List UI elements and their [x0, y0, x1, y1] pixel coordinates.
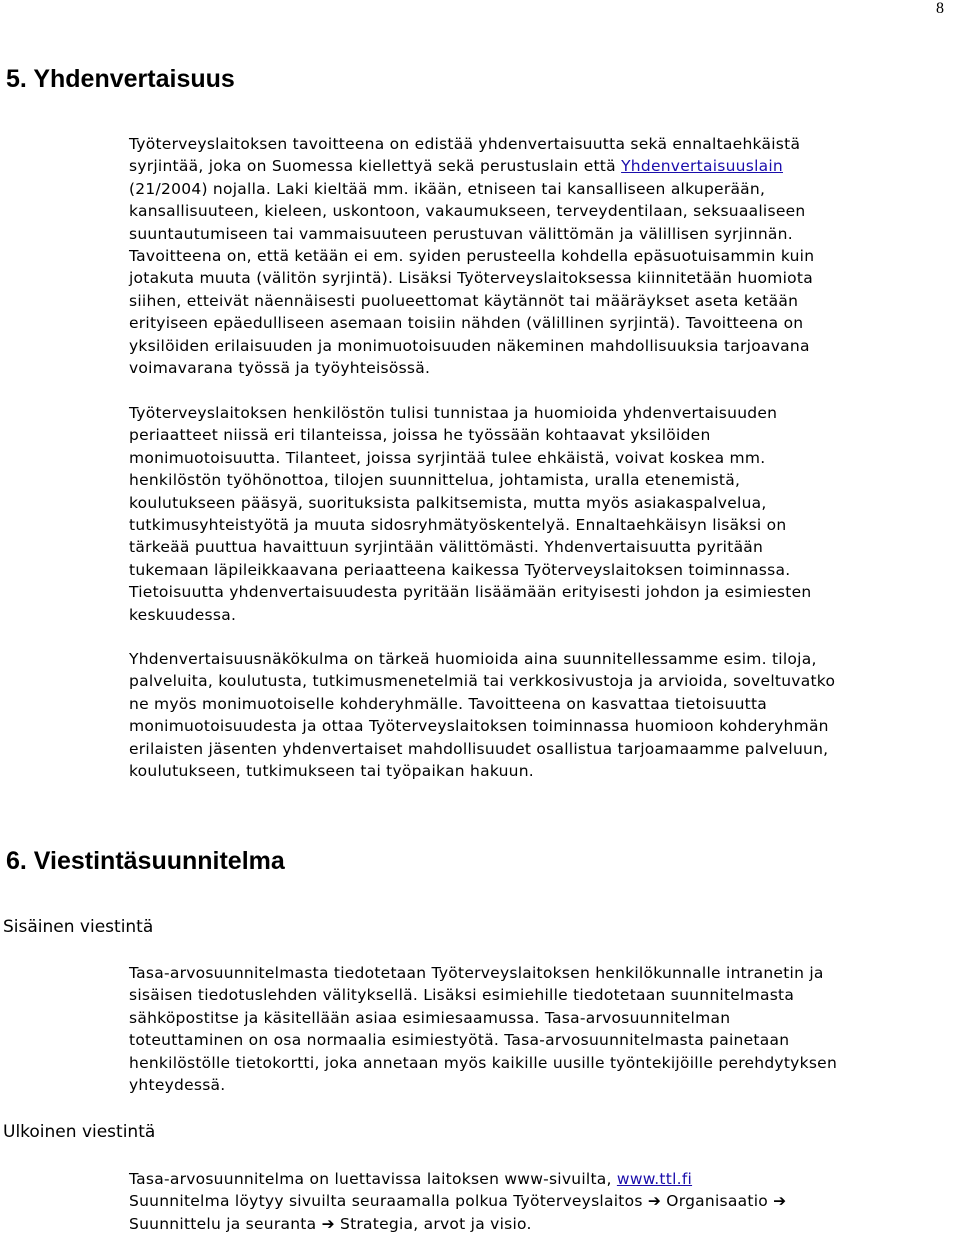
text-line: toteuttaminen on osa normaalia esimiestyötä. Tasa-arvosuunnitelmasta painetaan: [129, 1031, 790, 1050]
text-line: kansallisuuteen, kieleen, uskontoon, vakaumukseen, terveydentilaan, seksuaaliseen: [129, 202, 806, 221]
text-line: monimuotoisuutta. Tilanteet, joissa syrjintää tulee ehkäistä, voivat koskea mm.: [129, 448, 766, 467]
text-line: sähköpostitse ja käsitellään asiaa esimiesaamussa. Tasa-arvosuunnitelman: [129, 1008, 731, 1027]
text-line: Tietoisuutta yhdenvertaisuudesta pyritään lisäämään erityisesti johdon ja esimiesten: [129, 583, 812, 602]
paragraph-external-communication: [129, 1168, 955, 1235]
text-segment: Suunnitelma löytyy sivuilta seuraamalla polkua Työterveyslaitos: [129, 1192, 648, 1211]
text-line: [129, 155, 955, 177]
arrow-right-icon: ➔: [773, 1192, 787, 1211]
text-line: (21/2004) nojalla. Laki kieltää mm. ikään, etniseen tai kansalliseen alkuperään,: [129, 179, 766, 198]
text-line: Työterveyslaitoksen henkilöstön tulisi tunnistaa ja huomioida yhdenvertaisuuden: [129, 404, 778, 422]
internal-communication-label: Sisäinen viestintä: [3, 917, 154, 937]
text-segment: Strategia, arvot ja visio.: [334, 1214, 532, 1233]
text-line: voimavarana työssä ja työyhteisössä.: [129, 359, 431, 378]
arrow-right-icon: ➔: [647, 1192, 662, 1211]
paragraph-equality-perspective: [129, 648, 955, 782]
text-line: [129, 1190, 955, 1212]
text-line: [129, 1168, 955, 1190]
text-line: [129, 1213, 955, 1235]
text-line: yhteydessä.: [129, 1076, 226, 1095]
section-5-heading: 5. Yhdenvertaisuus: [6, 65, 235, 93]
text-line: Yhdenvertaisuusnäkökulma on tärkeä huomioida aina suunnitellessamme esim. tiloja,: [129, 650, 817, 668]
arrow-right-icon: ➔: [321, 1214, 335, 1233]
text-line: tukemaan läpileikkaavana periaatteena kaikessa Työterveyslaitoksen toiminnassa.: [129, 560, 791, 579]
text-segment: Suunnittelu ja seuranta: [129, 1214, 322, 1233]
text-line: sisäisen tiedotuslehden välityksellä. Lisäksi esimiehille tiedotetaan suunnitelmasta: [129, 986, 795, 1005]
text-line: monimuotoisuudesta ja ottaa Työterveyslaitoksen toiminnassa huomioon kohderyhmän: [129, 717, 829, 736]
text-line: erilaisten jäsenten yhdenvertaiset mahdollisuudet osallistua tarjoamaamme palveluun,: [129, 739, 829, 758]
text-line: tärkeää puuttua havaittuun syrjintään välittömästi. Yhdenvertaisuutta pyritään: [129, 538, 764, 557]
text-line: palveluita, koulutusta, tutkimusmenetelmiä tai verkkosivustoja ja arvioida, soveltuvatko: [129, 672, 836, 691]
text-line: koulutukseen, tutkimukseen tai työpaikan hakuun.: [129, 762, 534, 781]
text-line: koulutukseen pääsyä, suorituksista palkitsemista, mutta myös asiakaspalvelua,: [129, 493, 767, 512]
text-line: siihen, etteivät näennäisesti puolueettomat käytännöt tai määräykset aseta ketään: [129, 291, 799, 310]
text-line: henkilöstölle tietokortti, joka annetaan myös kaikille uusille työntekijöille perehdytyksen: [129, 1053, 838, 1072]
text-line: ne myös monimuotoiselle kohderyhmälle. Tavoitteena on kasvattaa tietoisuutta: [129, 694, 768, 713]
text-segment: syrjintää, joka on Suomessa kiellettyä sekä perustuslain että: [129, 157, 622, 176]
yhdenvertaisuuslaki-link[interactable]: Yhdenvertaisuuslain: [621, 157, 783, 176]
text-segment: Tasa-arvosuunnitelma on luettavissa laitoksen www-sivuilta,: [129, 1170, 617, 1188]
text-line: erityiseen epäedulliseen asemaan toisiin nähden (välillinen syrjintä). Tavoitteena on: [129, 314, 804, 333]
text-line: jotakuta muuta (välitön syrjintä). Lisäksi Työterveyslaitoksessa kiinnitetään huomiota: [129, 269, 813, 288]
text-line: Tasa-arvosuunnitelmasta tiedotetaan Työterveyslaitoksen henkilökunnalle intranetin ja: [129, 964, 824, 982]
paragraph-equality-goal: [129, 133, 955, 379]
text-line: Tavoitteena on, että ketään ei em. syiden perusteella kohdella epäsuotuisammin kuin: [129, 247, 815, 266]
text-line: suuntautumiseen tai vammaisuuteen perustuvan välittömän ja välillisen syrjinnän.: [129, 224, 793, 243]
ttl-website-link[interactable]: www.ttl.fi: [616, 1170, 693, 1188]
text-line: keskuudessa.: [129, 605, 237, 624]
text-segment: Organisaatio: [661, 1192, 774, 1211]
section-6-heading: 6. Viestintäsuunnitelma: [6, 847, 285, 875]
text-line: tutkimusyhteistyötä ja muuta sidosryhmätyöskentelyä. Ennaltaehkäisyn lisäksi on: [129, 516, 787, 535]
external-communication-label: Ulkoinen viestintä: [3, 1122, 156, 1142]
page-number: 8: [936, 0, 944, 17]
text-line: henkilöstön työhönottoa, tilojen suunnittelua, johtamista, uralla etenemistä,: [129, 471, 741, 490]
text-line: periaatteet niissä eri tilanteissa, joissa he työssään kohtaavat yksilöiden: [129, 426, 711, 445]
paragraph-staff-awareness: [129, 402, 955, 626]
text-line: yksilöiden erilaisuuden ja monimuotoisuuden näkeminen mahdollisuuksia tarjoavana: [129, 336, 810, 355]
paragraph-internal-communication: [129, 962, 955, 1096]
text-line: Työterveyslaitoksen tavoitteena on edistää yhdenvertaisuutta sekä ennaltaehkäistä: [129, 135, 801, 153]
